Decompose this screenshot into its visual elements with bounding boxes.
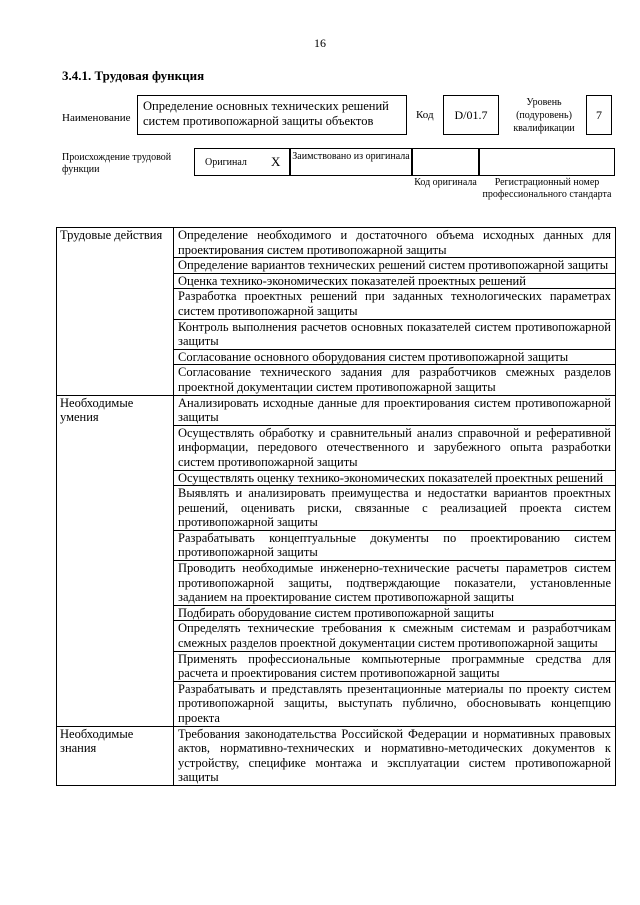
original-label: Оригинал [205,157,247,168]
original-cell [194,148,290,176]
table-row [57,561,616,606]
category-cell [57,273,174,289]
reg-number-cell [479,148,615,176]
category-cell [57,365,174,395]
original-mark: X [271,154,281,169]
page-number: 16 [314,36,326,50]
item-cell: Определение вариантов технических решений систем противопожарной защиты [174,258,616,274]
table-row [57,289,616,319]
category-cell: Необходимые умения [57,395,174,425]
item-cell: Применять профессиональные компьютерные программные средства для расчета и проектирования систем противопожарной защиты [174,651,616,681]
code-original-cell [412,148,479,176]
table-row [57,681,616,726]
level-value-cell [586,95,612,135]
category-cell [57,470,174,486]
category-cell: Необходимые знания [57,726,174,785]
category-cell [57,289,174,319]
item-cell: Проводить необходимые инженерно-технические расчеты параметров систем противопожарной защиты, подтверждающие показатели, установленные заданием на проектирование систем противопожарной защиты [174,561,616,606]
table-row [57,273,616,289]
item-cell: Осуществлять оценку технико-экономических показателей проектных решений [174,470,616,486]
item-cell: Требования законодательства Российской Федерации и нормативных правовых актов, нормативно-технических и нормативно-методических документов к устройству, специфике монтажа и эксплуатации систем противопожарной защиты [174,726,616,785]
table-row [57,425,616,470]
category-cell [57,681,174,726]
table-row [57,319,616,349]
borrowed-label: Заимствовано из оригинала [292,151,410,162]
category-cell [57,486,174,531]
table-row [57,228,616,258]
item-cell: Разрабатывать концептуальные документы по проектированию систем противопожарной защиты [174,530,616,560]
reg-number-label: Регистрационный номер профессионального стандарта [482,177,612,200]
section-title: 3.4.1. Трудовая функция [62,68,205,83]
item-cell: Осуществлять обработку и сравнительный анализ справочной и реферативной информации, передового отечественного и зарубежного опыта разработки систем противопожарной защиты [174,425,616,470]
borrowed-cell [290,148,412,176]
item-cell: Выявлять и анализировать преимущества и недостатки вариантов проектных решений, оценивать риски, связанные с реализацией проекта систем противопожарной защиты [174,486,616,531]
item-cell: Согласование основного оборудования систем противопожарной защиты [174,349,616,365]
category-cell [57,530,174,560]
table-row [57,486,616,531]
item-cell: Разработка проектных решений при заданных технологических параметрах систем противопожарной защиты [174,289,616,319]
category-cell [57,561,174,606]
category-cell [57,651,174,681]
table-row [57,605,616,621]
category-cell [57,621,174,651]
item-cell: Определять технические требования к смежным системам и разработчикам смежных разделов проектной документации систем противопожарной защиты [174,621,616,651]
category-cell [57,319,174,349]
category-cell [57,425,174,470]
name-value: Определение основных технических решений систем противопожарной защиты объектов [143,99,389,128]
category-cell: Трудовые действия [57,228,174,258]
category-cell [57,349,174,365]
table-row [57,651,616,681]
table-row [57,621,616,651]
name-value-cell [137,95,407,135]
table-row [57,365,616,395]
item-cell: Разрабатывать и представлять презентационные материалы по проекту систем противопожарной защиты, выступать публично, обосновывать концепцию проекта [174,681,616,726]
origin-label: Происхождение трудовой функции [62,152,172,175]
name-label: Наименование [62,112,131,124]
table-row [57,726,616,785]
item-cell: Анализировать исходные данные для проектирования систем противопожарной защиты [174,395,616,425]
code-value-cell [443,95,499,135]
item-cell: Подбирать оборудование систем противопожарной защиты [174,605,616,621]
category-cell [57,258,174,274]
item-cell: Определение необходимого и достаточного объема исходных данных для проектирования систем противопожарной защиты [174,228,616,258]
category-cell [57,605,174,621]
table-row [57,395,616,425]
item-cell: Контроль выполнения расчетов основных показателей систем противопожарной защиты [174,319,616,349]
level-label: Уровень (подуровень) квалификации [513,97,575,134]
level-value: 7 [596,108,602,122]
item-cell: Оценка технико-экономических показателей проектных решений [174,273,616,289]
table-row [57,530,616,560]
table-row [57,349,616,365]
code-label: Код [416,109,434,121]
code-value: D/01.7 [454,108,488,122]
code-original-label: Код оригинала [414,177,477,188]
table-row [57,470,616,486]
table-row [57,258,616,274]
function-table [56,227,616,786]
item-cell: Согласование технического задания для разработчиков смежных разделов проектной документации систем противопожарной защиты [174,365,616,395]
